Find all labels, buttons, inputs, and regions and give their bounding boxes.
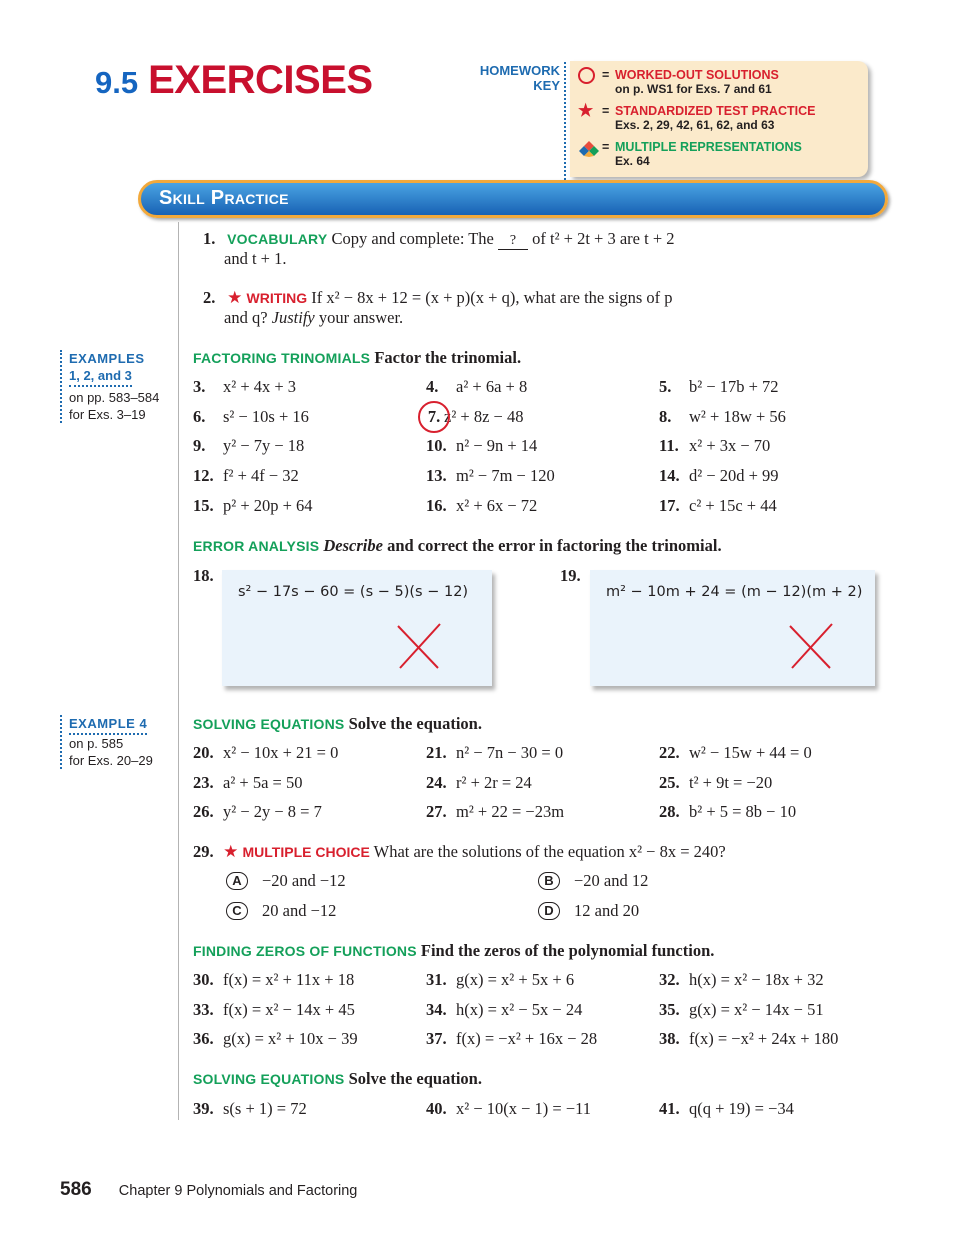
problem-number: 10. — [426, 436, 447, 456]
problem-18-num: 18. — [193, 566, 214, 585]
problem-number: 24. — [426, 772, 447, 792]
problem-item — [659, 466, 779, 486]
problem-expression: x² + 3x − 70 — [689, 436, 771, 456]
problem-expression: c² + 15c + 44 — [689, 495, 777, 515]
star-icon: ★ — [223, 842, 239, 861]
problem-number: 33. — [193, 999, 214, 1019]
problem-expression: h(x) = x² − 18x + 32 — [689, 970, 824, 989]
problem-number: 22. — [659, 743, 680, 762]
problem-number: 12. — [193, 466, 214, 486]
problem-number: 23. — [193, 772, 214, 792]
problem-expression: y² − 7y − 18 — [223, 436, 305, 456]
problem-number: 34. — [426, 999, 447, 1019]
problem-item — [426, 970, 574, 990]
skill-practice-banner — [138, 180, 888, 218]
solving-heading-2: SOLVING EQUATIONS Solve the equation. — [193, 1069, 482, 1088]
choice-c[interactable]: C 20 and −12 — [226, 901, 336, 921]
problem-item — [193, 436, 304, 456]
problem-29: 29. ★ MULTIPLE CHOICE What are the solutions of the equation x² − 8x = 240? — [193, 842, 726, 861]
problem-expression: r² + 2r = 24 — [456, 772, 532, 792]
key-item-sub: Ex. 64 — [615, 154, 650, 168]
problem-item — [659, 802, 796, 822]
margin-rule — [178, 222, 179, 1120]
answer-blank: ? — [498, 233, 528, 250]
problem-expression: f(x) = x² + 11x + 18 — [223, 970, 355, 989]
problem-item — [659, 1029, 838, 1049]
problem-number: 37. — [426, 1029, 447, 1049]
problem-expression: x² − 10x + 21 = 0 — [223, 743, 339, 762]
problem-expression: z² + 8z − 48 — [444, 406, 524, 426]
problem-item — [659, 1099, 794, 1119]
choice-b[interactable]: B −20 and 12 — [538, 871, 648, 891]
problem-item — [659, 1000, 824, 1020]
problem-item — [659, 436, 770, 456]
homework-key-divider — [564, 62, 566, 180]
problem-number: 32. — [659, 970, 680, 989]
sidenote-examples-1-3: EXAMPLES 1, 2, and 3 on pp. 583–584 for Exs. 3–19 — [60, 350, 175, 423]
problem-expression: a² + 6a + 8 — [456, 377, 528, 396]
problem-number: 21. — [426, 743, 447, 762]
error-x-icon — [394, 622, 444, 672]
problem-2-cont: and q? Justify your answer. — [224, 308, 404, 327]
star-icon: ★ — [227, 288, 243, 307]
problem-item — [193, 1099, 307, 1119]
problem-item — [426, 466, 555, 486]
problem-item — [426, 436, 537, 456]
problem-expression: g(x) = x² + 5x + 6 — [456, 970, 575, 989]
problem-expression: n² − 9n + 14 — [456, 436, 538, 456]
problem-expression: g(x) = x² + 10x − 39 — [223, 1029, 358, 1049]
problem-number: 14. — [659, 466, 680, 486]
problem-expression: w² + 18w + 56 — [689, 406, 786, 426]
problem-expression: p² + 20p + 64 — [223, 495, 313, 515]
problem-item — [426, 377, 527, 397]
problem-number: 3. — [193, 377, 206, 396]
problem-expression: d² − 20d + 99 — [689, 466, 779, 486]
problem-item — [426, 802, 564, 822]
problem-item — [193, 466, 299, 486]
problem-item — [426, 1029, 597, 1049]
problem-item — [659, 377, 779, 397]
page-footer — [60, 1179, 357, 1201]
problem-1-cont: and t + 1. — [224, 249, 287, 268]
homework-key-box: = WORKED-OUT SOLUTIONS on p. WS1 for Exs. 7 and 61 ★ = STANDARDIZED TEST PRACTICE Exs. 2, 29, 42, 61, 62, and 63 = MULTIPLE REPRESENTATIONS Ex. 64 — [570, 61, 868, 177]
problem-item — [193, 970, 354, 990]
problem-expression: s(s + 1) = 72 — [223, 1099, 307, 1118]
problem-number: 28. — [659, 802, 680, 822]
problem-2: 2. ★ WRITING If x² − 8x + 12 = (x + p)(x + q), what are the signs of p — [203, 288, 673, 307]
problem-item — [659, 773, 772, 793]
key-item-label: MULTIPLE REPRESENTATIONS — [615, 140, 802, 154]
problem-expression: h(x) = x² − 5x − 24 — [456, 999, 583, 1019]
problem-item — [426, 773, 532, 793]
problem-19-num: 19. — [560, 566, 581, 585]
vocabulary-label: VOCABULARY — [227, 231, 328, 247]
key-item-label: WORKED-OUT SOLUTIONS — [615, 68, 779, 82]
problem-expression: n² − 7n − 30 = 0 — [456, 743, 564, 762]
choice-d[interactable]: D 12 and 20 — [538, 901, 639, 921]
problem-number: 27. — [426, 802, 447, 822]
problem-number: 8. — [659, 406, 672, 426]
problem-number: 6. — [193, 406, 206, 426]
problem-expression: g(x) = x² − 14x − 51 — [689, 999, 824, 1019]
problem-item — [193, 377, 296, 397]
problem-expression: f² + 4f − 32 — [223, 466, 299, 486]
problem-expression: x² − 10(x − 1) = −11 — [456, 1099, 592, 1118]
writing-label: WRITING — [246, 290, 308, 306]
homework-key-label-line2: KEY — [533, 78, 560, 93]
section-heading: EXERCISES — [148, 58, 373, 102]
problem-expression: x² + 4x + 3 — [223, 377, 297, 396]
problem-number: 41. — [659, 1099, 680, 1118]
problem-number: 4. — [426, 377, 439, 396]
problem-number: 13. — [426, 466, 447, 486]
error-analysis-heading: ERROR ANALYSIS Describe and correct the error in factoring the trinomial. — [193, 536, 722, 555]
key-item-label: STANDARDIZED TEST PRACTICE — [615, 104, 816, 118]
homework-key-label — [450, 63, 560, 93]
section-number: 9.5 — [95, 65, 139, 100]
problem-number: 11. — [659, 436, 679, 456]
problem-item — [426, 496, 537, 516]
problem-number: 25. — [659, 772, 680, 792]
problem-number: 16. — [426, 495, 447, 515]
multiple-choice-label: MULTIPLE CHOICE — [242, 844, 370, 860]
choice-a[interactable]: A −20 and −12 — [226, 871, 346, 891]
banner-label: Skill Practice — [159, 187, 289, 209]
chapter-title: Chapter 9 Polynomials and Factoring — [118, 1183, 358, 1199]
problem-expression: m² + 22 = −23m — [456, 802, 565, 822]
problem-expression: w² − 15w + 44 = 0 — [689, 743, 812, 762]
problem-item — [193, 1029, 358, 1049]
problem-item — [659, 407, 786, 427]
problem-item — [659, 496, 777, 516]
diamond-icon — [578, 140, 598, 161]
problem-expression: y² − 2y − 8 = 7 — [223, 802, 322, 822]
problem-1: 1. VOCABULARY Copy and complete: The ? of t² + 2t + 3 are t + 2 — [203, 229, 675, 248]
key-item-sub: on p. WS1 for Exs. 7 and 61 — [615, 82, 772, 96]
problem-expression: a² + 5a = 50 — [223, 772, 303, 792]
error-card-19 — [590, 570, 875, 686]
problem-number: 26. — [193, 802, 214, 822]
problem-number: 35. — [659, 999, 680, 1019]
problem-number: 15. — [193, 495, 214, 515]
problem-expression: x² + 6x − 72 — [456, 495, 538, 515]
solving-heading-1: SOLVING EQUATIONS Solve the equation. — [193, 714, 482, 733]
homework-key-label-line1: HOMEWORK — [479, 63, 560, 78]
problem-number: 39. — [193, 1099, 214, 1118]
problem-expression: m² − 7m − 120 — [456, 466, 555, 486]
page-number: 586 — [60, 1179, 92, 1200]
problem-number: 36. — [193, 1029, 214, 1049]
error-work: s² − 17s − 60 = (s − 5)(s − 12) — [238, 584, 469, 600]
problem-item — [193, 773, 302, 793]
sidenote-example-4: EXAMPLE 4 on p. 585 for Exs. 20–29 — [60, 715, 175, 769]
problem-expression: t² + 9t = −20 — [689, 772, 773, 792]
star-icon: ★ — [578, 101, 594, 120]
problem-expression: f(x) = x² − 14x + 45 — [223, 999, 355, 1019]
problem-expression: q(q + 19) = −34 — [689, 1099, 794, 1118]
problem-item — [426, 743, 563, 763]
problem-number: 5. — [659, 377, 672, 396]
problem-number: 9. — [193, 436, 206, 456]
problem-number: 17. — [659, 495, 680, 515]
factoring-heading: FACTORING TRINOMIALS Factor the trinomial. — [193, 348, 522, 367]
circle-icon — [578, 68, 598, 84]
problem-expression: f(x) = −x² + 24x + 180 — [689, 1029, 839, 1049]
problem-item — [426, 1000, 582, 1020]
error-work: m² − 10m + 24 = (m − 12)(m + 2) — [606, 584, 863, 600]
problem-item — [193, 496, 313, 516]
problem-item — [193, 1000, 355, 1020]
problem-item — [193, 743, 338, 763]
problem-expression: b² + 5 = 8b − 10 — [689, 802, 797, 822]
error-card-18 — [222, 570, 492, 686]
problem-item — [426, 1099, 591, 1119]
problem-item — [659, 743, 812, 763]
problem-item — [659, 970, 824, 990]
problem-item — [193, 802, 322, 822]
problem-expression: f(x) = −x² + 16x − 28 — [456, 1029, 598, 1049]
problem-number: 40. — [426, 1099, 447, 1118]
error-x-icon — [786, 622, 836, 672]
problem-number: 38. — [659, 1029, 680, 1049]
worked-out-circle-icon: 7. — [418, 401, 450, 433]
problem-item — [426, 407, 523, 433]
section-title — [95, 58, 373, 103]
zeros-heading: FINDING ZEROS OF FUNCTIONS Find the zeros of the polynomial function. — [193, 941, 715, 960]
problem-number: 20. — [193, 743, 214, 762]
problem-item — [193, 407, 309, 427]
problem-expression: s² − 10s + 16 — [223, 406, 309, 426]
problem-expression: b² − 17b + 72 — [689, 377, 779, 396]
key-item-sub: Exs. 2, 29, 42, 61, 62, and 63 — [615, 118, 775, 132]
problem-number: 30. — [193, 970, 214, 989]
problem-number: 31. — [426, 970, 447, 989]
